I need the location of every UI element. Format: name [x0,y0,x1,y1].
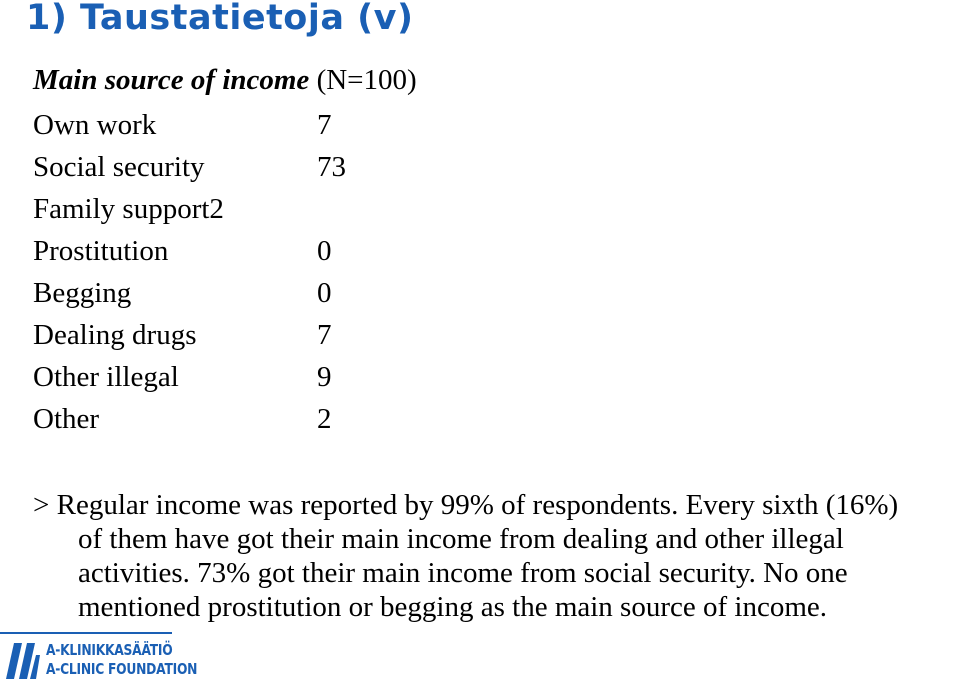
income-value: 0 [317,235,332,267]
summary-line: activities. 73% got their main income from social security. No one [78,557,848,589]
income-label: Begging [33,277,132,309]
heading-sample-size: (N=100) [309,64,417,96]
income-label: Prostitution [33,235,169,267]
income-row [33,360,332,394]
income-label: Other [33,403,100,435]
income-row [33,108,332,142]
income-value: 7 [317,109,332,141]
income-value: 0 [317,277,332,309]
summary-line: mentioned prostitution or begging as the main source of income. [78,591,828,623]
summary-line: of them have got their main income from dealing and other illegal [78,523,844,555]
summary-line: > Regular income was reported by 99% of respondents. Every sixth (16%) [33,489,899,521]
income-label: Family support2 [33,193,224,225]
income-row [33,192,224,226]
income-label: Other illegal [33,361,179,393]
income-row [33,234,332,268]
income-value: 9 [317,361,332,393]
income-label: Social security [33,151,205,183]
heading-emphasis: Main source of income [33,64,310,96]
a-clinic-logo-icon [6,643,40,679]
income-value: 2 [317,403,332,435]
income-label: Dealing drugs [33,319,197,351]
income-label: Own work [33,109,157,141]
table-heading [33,64,417,97]
income-row [33,150,346,184]
income-value: 7 [317,319,332,351]
income-row [33,402,332,436]
logo-line-english: A-CLINIC FOUNDATION [46,660,198,678]
logo-line-finnish: A-KLINIKKASÄÄTIÖ [46,641,173,659]
income-row [33,318,332,352]
summary-paragraph [33,488,960,624]
slide-title: 1) Taustatietoja (v) [26,0,414,38]
foundation-logo-text [46,641,197,679]
income-row [33,276,332,310]
footer-divider [0,632,172,634]
income-value: 73 [317,151,346,183]
